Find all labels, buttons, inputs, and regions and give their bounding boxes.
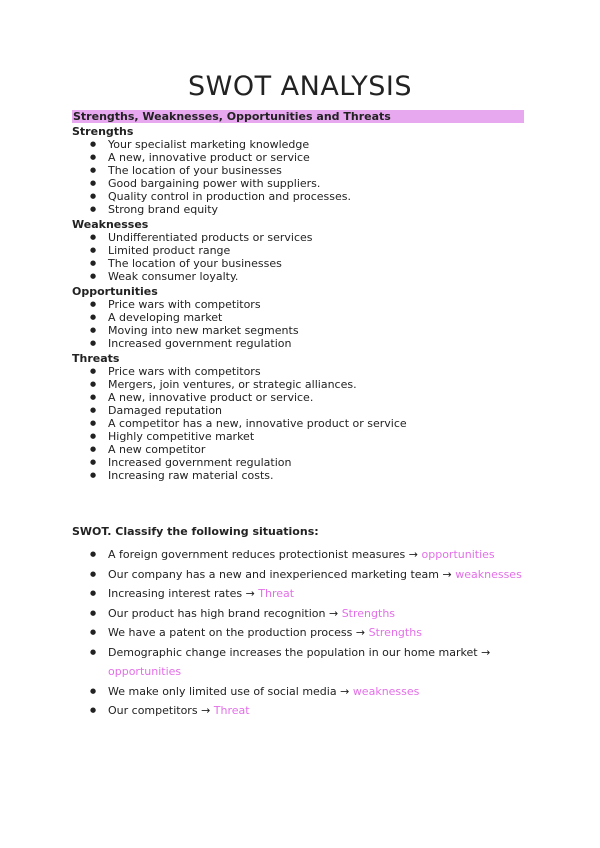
situation-text: Our company has a new and inexperienced marketing team	[108, 567, 439, 581]
arrow-icon: →	[340, 684, 350, 698]
answer-text: Strengths	[341, 606, 396, 620]
list-item: ● A new, innovative product or service	[90, 151, 528, 164]
answer-text: Threat	[258, 587, 295, 600]
list-item: ● Undifferentiated products or services	[90, 231, 528, 244]
list-item: ● The location of your businesses	[90, 164, 528, 177]
exercise-item	[90, 682, 528, 702]
list-item: ● A new, innovative product or service.	[90, 391, 528, 404]
arrow-icon: →	[245, 587, 255, 600]
list-item: ● Price wars with competitors	[90, 298, 528, 311]
list-item: ● A developing market	[90, 311, 528, 324]
list-item: ● Weak consumer loyalty.	[90, 270, 528, 283]
subtitle-highlight: Strengths, Weaknesses, Opportunities and Threats	[72, 110, 524, 123]
opportunities-list	[72, 298, 528, 350]
situation-text: We have a patent on the production process	[108, 626, 353, 639]
answer-text: opportunities	[421, 548, 495, 561]
exercise-item	[90, 623, 528, 643]
list-item: ● Mergers, join ventures, or strategic alliances.	[90, 378, 528, 391]
arrow-icon: →	[481, 645, 491, 659]
list-item: ● Good bargaining power with suppliers.	[90, 177, 528, 190]
answer-text: Strengths	[368, 626, 422, 639]
exercise-section	[72, 525, 528, 721]
answer-text: weaknesses	[455, 567, 522, 581]
strengths-list	[72, 138, 528, 216]
situation-text: Our competitors	[108, 704, 198, 717]
situation-text: A foreign government reduces protectionist measures	[108, 548, 406, 561]
opportunities-title: Opportunities	[72, 285, 158, 298]
list-item: ● Increased government regulation	[90, 337, 528, 350]
strengths-title: Strengths	[72, 125, 134, 138]
exercise-item	[90, 565, 528, 585]
list-item: ● Damaged reputation	[90, 404, 528, 417]
situation-text: Our product has high brand recognition	[108, 606, 326, 620]
list-item: ● Limited product range	[90, 244, 528, 257]
exercise-list	[72, 545, 528, 721]
threats-section	[72, 352, 528, 482]
exercise-item	[90, 604, 528, 624]
weaknesses-section	[72, 218, 528, 283]
arrow-icon: →	[408, 548, 418, 561]
situation-text: Increasing interest rates	[108, 587, 243, 600]
threats-list	[72, 365, 528, 482]
list-item: ● Highly competitive market	[90, 430, 528, 443]
weaknesses-title: Weaknesses	[72, 218, 149, 231]
situation-text: We make only limited use of social media	[108, 684, 337, 698]
list-item: ● Strong brand equity	[90, 203, 528, 216]
exercise-item	[90, 643, 528, 682]
situation-text: Demographic change increases the population in our home market	[108, 645, 478, 659]
arrow-icon: →	[328, 606, 339, 620]
list-item: ● Your specialist marketing knowledge	[90, 138, 528, 151]
list-item: ● Increasing raw material costs.	[90, 469, 528, 482]
strengths-section	[72, 125, 528, 216]
weaknesses-list	[72, 231, 528, 283]
arrow-icon: →	[201, 704, 211, 717]
list-item: ● A new competitor	[90, 443, 528, 456]
arrow-icon: →	[442, 567, 452, 581]
exercise-item	[90, 545, 528, 565]
answer-text: Threat	[213, 704, 250, 717]
threats-title: Threats	[72, 352, 120, 365]
list-item: ● Quality control in production and processes.	[90, 190, 528, 203]
list-item: ● The location of your businesses	[90, 257, 528, 270]
exercise-item	[90, 584, 528, 604]
list-item: ● Moving into new market segments	[90, 324, 528, 337]
exercise-item	[90, 701, 528, 721]
arrow-icon: →	[355, 626, 366, 639]
opportunities-section	[72, 285, 528, 350]
exercise-title: SWOT. Classify the following situations:	[72, 525, 319, 538]
list-item: ● A competitor has a new, innovative product or service	[90, 417, 528, 430]
list-item: ● Increased government regulation	[90, 456, 528, 469]
page-title: SWOT ANALYSIS	[188, 71, 412, 102]
list-item: ● Price wars with competitors	[90, 365, 528, 378]
answer-text: opportunities	[108, 665, 182, 678]
answer-text: weaknesses	[352, 684, 420, 698]
